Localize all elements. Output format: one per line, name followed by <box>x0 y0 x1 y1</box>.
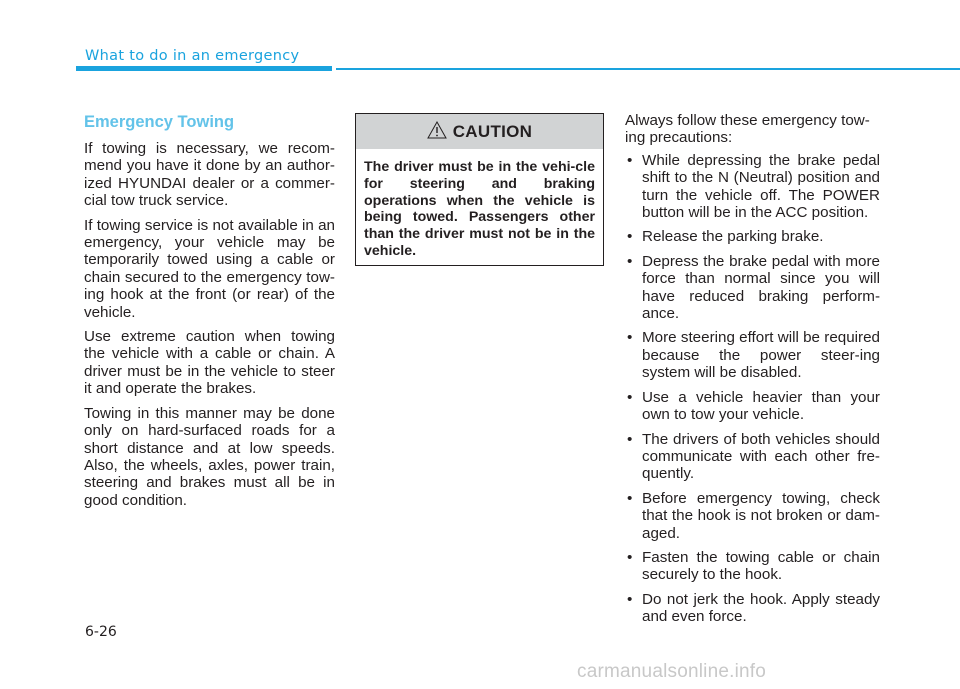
paragraph: If towing service is not available in an emergency, your vehicle may be temporarily towed using a cable or chain secured to the emergency tow-ing hook at the front (or rear) of the vehicle. <box>84 216 335 321</box>
bullet-icon: • <box>627 151 633 169</box>
caution-title: CAUTION <box>452 121 533 141</box>
bullet-icon: • <box>627 329 633 347</box>
section-heading: Emergency Towing <box>84 113 235 131</box>
page-number: 6-26 <box>85 624 117 640</box>
paragraph: Towing in this manner may be done only on hard-surfaced roads for a short distance and at low speeds. Also, the wheels, axles, power train, steering and brakes must all be in good condition. <box>84 404 335 509</box>
right-column <box>625 112 880 633</box>
bullet-icon: • <box>627 388 633 406</box>
bullet-icon: • <box>627 228 633 246</box>
bullet-icon: • <box>627 252 633 270</box>
bullet-icon: • <box>627 430 633 448</box>
section-header-title: What to do in an emergency <box>85 48 300 64</box>
paragraph: If towing is necessary, we recom-mend you have it done by an author-ized HYUNDAI dealer or a commer-cial tow truck service. <box>84 140 335 210</box>
bullet-icon: • <box>627 548 633 566</box>
list-item: • The drivers of both vehicles should communicate with each other fre-quently. <box>627 430 880 483</box>
list-item: • Before emergency towing, check that the hook is not broken or dam-aged. <box>627 489 880 542</box>
list-item: • While depressing the brake pedal shift to the N (Neutral) position and turn the vehicle off. The POWER button will be in the ACC position. <box>627 151 880 222</box>
header-rule <box>336 68 960 70</box>
caution-box <box>355 113 604 266</box>
list-item: • Release the parking brake. <box>627 228 824 246</box>
paragraph: Use extreme caution when towing the vehicle with a cable or chain. A driver must be in the vehicle to steer it and operate the brakes. <box>84 328 335 398</box>
watermark: carmanualsonline.info <box>577 661 767 682</box>
list-item: • More steering effort will be required because the power steer-ing system will be disabled. <box>627 329 880 382</box>
precautions-list <box>625 152 880 626</box>
list-item: • Fasten the towing cable or chain securely to the hook. <box>627 548 880 584</box>
caution-header <box>356 114 603 149</box>
left-column <box>84 112 335 516</box>
list-item: • Use a vehicle heavier than your own to tow your vehicle. <box>627 388 880 424</box>
caution-text: The driver must be in the vehi-cle for steering and braking operations when the vehicle is being towed. Passengers other than the driver must not be in the vehicle. <box>364 159 595 259</box>
bullet-icon: • <box>627 489 633 507</box>
warning-triangle-icon <box>427 121 447 139</box>
list-item: • Depress the brake pedal with more force than normal since you will have reduced braking perform-ance. <box>627 252 880 323</box>
list-item: • Do not jerk the hook. Apply steady and even force. <box>627 590 880 626</box>
header-accent-bar <box>76 66 332 71</box>
bullet-icon: • <box>627 590 633 608</box>
precautions-intro: Always follow these emergency tow-ing precautions: <box>625 112 870 147</box>
